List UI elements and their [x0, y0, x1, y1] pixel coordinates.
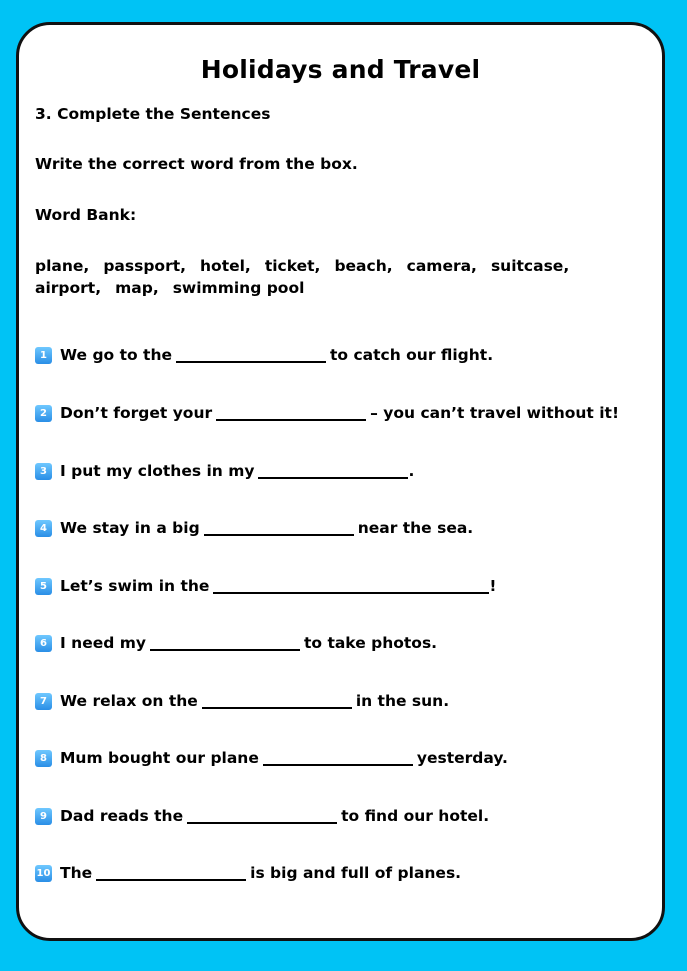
question-5: [35, 577, 497, 595]
question-10: [35, 864, 461, 882]
answer-blank[interactable]: [202, 693, 352, 709]
question-1: [35, 346, 493, 364]
number-badge-icon: 4: [35, 520, 52, 537]
word-bank: [35, 255, 635, 299]
number-badge-icon: 6: [35, 635, 52, 652]
answer-blank[interactable]: [96, 865, 246, 881]
instruction-text: Write the correct word from the box.: [35, 155, 358, 173]
word-bank-item: airport,: [35, 279, 102, 297]
answer-blank[interactable]: [213, 578, 489, 594]
question-text-after: near the sea.: [357, 519, 474, 537]
answer-blank[interactable]: [258, 463, 408, 479]
worksheet-page: [16, 22, 665, 941]
question-text-before: We stay in a big: [60, 519, 200, 537]
answer-blank[interactable]: [204, 520, 354, 536]
answer-blank[interactable]: [216, 405, 366, 421]
question-text-after: yesterday.: [416, 749, 508, 767]
number-badge-icon: 10: [35, 865, 52, 882]
question-4: [35, 519, 473, 537]
answer-blank[interactable]: [176, 347, 326, 363]
question-text-after: !: [489, 577, 497, 595]
word-bank-item: plane,: [35, 257, 90, 275]
question-6: [35, 634, 437, 652]
question-text-before: Let’s swim in the: [60, 577, 210, 595]
word-bank-item: hotel,: [200, 257, 251, 275]
number-badge-icon: 9: [35, 808, 52, 825]
number-badge-icon: 3: [35, 463, 52, 480]
question-text-after: – you can’t travel without it!: [370, 404, 620, 422]
number-badge-icon: 5: [35, 578, 52, 595]
section-heading: 3. Complete the Sentences: [35, 105, 271, 123]
answer-blank[interactable]: [187, 808, 337, 824]
number-badge-icon: 2: [35, 405, 52, 422]
answer-blank[interactable]: [263, 750, 413, 766]
question-text-before: I put my clothes in my: [60, 462, 255, 480]
word-bank-item: beach,: [334, 257, 393, 275]
question-9: [35, 807, 489, 825]
question-text-after: to catch our flight.: [330, 346, 494, 364]
word-bank-item: camera,: [406, 257, 477, 275]
question-3: [35, 462, 414, 480]
word-bank-item: swimming pool: [172, 279, 305, 297]
word-bank-item: passport,: [103, 257, 187, 275]
question-text-before: The: [60, 864, 93, 882]
question-text-before: Don’t forget your: [60, 404, 213, 422]
question-text-before: We relax on the: [60, 692, 198, 710]
question-text-after: to find our hotel.: [341, 807, 490, 825]
number-badge-icon: 1: [35, 347, 52, 364]
word-bank-item: map,: [115, 279, 159, 297]
question-text-after: is big and full of planes.: [250, 864, 462, 882]
question-text-after: to take photos.: [303, 634, 438, 652]
word-bank-item: ticket,: [264, 257, 321, 275]
answer-blank[interactable]: [150, 635, 300, 651]
question-7: [35, 692, 449, 710]
question-text-after: .: [408, 462, 415, 480]
question-8: [35, 749, 508, 767]
question-text-before: Dad reads the: [60, 807, 184, 825]
question-text-before: We go to the: [60, 346, 173, 364]
page-title: Holidays and Travel: [200, 55, 481, 84]
question-text-before: Mum bought our plane: [60, 749, 259, 767]
word-bank-label: Word Bank:: [35, 206, 137, 224]
question-2: [35, 404, 619, 422]
number-badge-icon: 8: [35, 750, 52, 767]
question-text-after: in the sun.: [355, 692, 450, 710]
question-text-before: I need my: [60, 634, 146, 652]
number-badge-icon: 7: [35, 693, 52, 710]
word-bank-item: suitcase,: [490, 257, 570, 275]
